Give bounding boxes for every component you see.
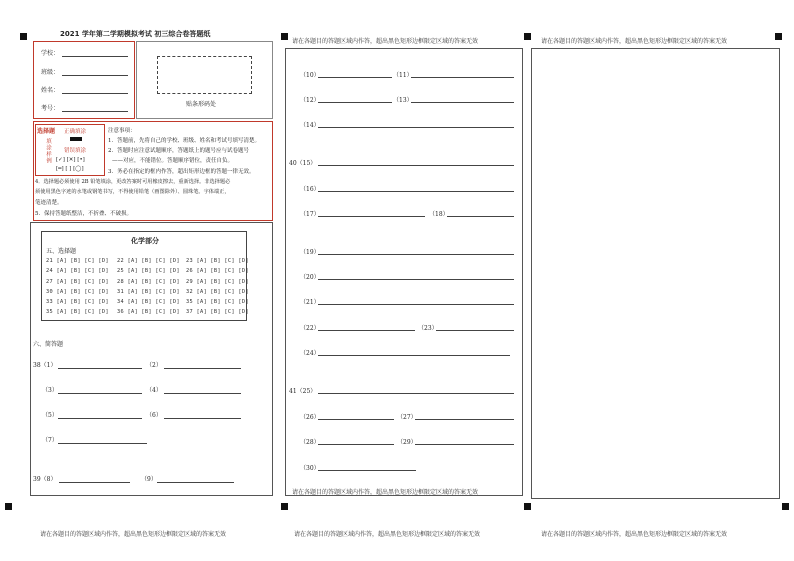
notes-item: 4．选择题必须使用 2B 铅笔填涂，更改答案时可用橡皮擦去，重新选择。非选择题必 xyxy=(35,179,231,185)
barcode-area xyxy=(157,56,252,94)
choice-item[interactable]: 31 [A] [B] [C] [D] xyxy=(117,289,180,295)
notes-item: 3．务必在指定的框内作答，超出矩形边框的答题一律无效。 xyxy=(108,169,255,175)
alignment-mark xyxy=(281,33,288,40)
q14-label: （14） xyxy=(300,122,320,129)
q19-label: （19） xyxy=(300,249,320,256)
q20-label: （20） xyxy=(300,274,320,281)
q27-label: （27） xyxy=(397,414,417,421)
page-title: 2021 学年第二学期模拟考试 初三综合卷答题纸 xyxy=(60,30,211,38)
choice-item[interactable]: 24 [A] [B] [C] [D] xyxy=(46,268,109,274)
q16-answer-line[interactable] xyxy=(318,191,514,192)
q12-answer-line[interactable] xyxy=(318,102,392,103)
notes-item: 须使用黑色字迹的水笔或钢笔书写，不得使用铅笔（画图除外）、圆珠笔。字体端正， xyxy=(35,189,230,195)
wrong-fill-samples-2: [━] [ ] [◯] xyxy=(56,166,84,172)
correct-fill-sample xyxy=(70,137,82,141)
choice-badge: 选择题 xyxy=(37,128,56,135)
notes-item: 1．答题前，先将自己的学校、班级、姓名和考试号填写清楚。 xyxy=(108,138,261,144)
q27-answer-line[interactable] xyxy=(415,419,514,420)
name-label: 姓名： xyxy=(41,87,60,94)
choice-item[interactable]: 23 [A] [B] [C] [D] xyxy=(186,258,249,264)
q38-2-answer-line[interactable] xyxy=(164,368,241,369)
q21-label: （21） xyxy=(300,299,320,306)
q39-9-answer-line[interactable] xyxy=(157,482,234,483)
class-label: 班级： xyxy=(41,69,60,76)
q10-label: （10） xyxy=(300,72,320,79)
q38-6-answer-line[interactable] xyxy=(164,418,241,419)
q30-answer-line[interactable] xyxy=(318,470,416,471)
school-field[interactable] xyxy=(62,56,128,57)
q24-answer-line[interactable] xyxy=(318,355,510,356)
choice-item[interactable]: 35 [A] [B] [C] [D] xyxy=(186,299,249,305)
q41-25-label: 41（25） xyxy=(289,388,317,395)
alignment-mark xyxy=(524,503,531,510)
q38-4-label: （4） xyxy=(146,387,162,394)
barcode-label: 贴条形码处 xyxy=(186,101,217,108)
q24-label: （24） xyxy=(300,350,320,357)
alignment-mark xyxy=(281,503,288,510)
answer-frame-3[interactable] xyxy=(531,48,780,499)
q18-answer-line[interactable] xyxy=(447,216,514,217)
q40-15-label: 40（15） xyxy=(289,160,317,167)
choice-item[interactable]: 26 [A] [B] [C] [D] xyxy=(186,268,249,274)
q38-6-label: （6） xyxy=(146,412,162,419)
fill-example-side-label: 填涂样例 xyxy=(45,138,51,164)
q28-label: （28） xyxy=(300,439,320,446)
q22-answer-line[interactable] xyxy=(318,330,415,331)
q11-label: （11） xyxy=(393,72,413,79)
wrong-fill-samples: [✓] [✕] [•] xyxy=(56,157,85,163)
answer-area-warning: 请在各题目的答题区域内作答，超出黑色矩形边框限定区域的答案无效 xyxy=(541,531,728,538)
notes-item: 5．保持答题纸整洁，不折叠、不破损。 xyxy=(35,211,133,217)
q13-answer-line[interactable] xyxy=(411,102,514,103)
q21-answer-line[interactable] xyxy=(318,304,514,305)
q38-3-answer-line[interactable] xyxy=(58,393,142,394)
notes-title: 注意事项： xyxy=(108,128,136,134)
q22-label: （22） xyxy=(300,325,320,332)
class-field[interactable] xyxy=(62,75,128,76)
q28-answer-line[interactable] xyxy=(318,444,394,445)
q38-5-answer-line[interactable] xyxy=(58,418,142,419)
answer-area-warning: 请在各题目的答题区域内作答，超出黑色矩形边框限定区域的答案无效 xyxy=(541,38,728,45)
q39-8-label: 39（8） xyxy=(33,476,57,483)
q38-4-answer-line[interactable] xyxy=(164,393,241,394)
chemistry-section-title: 化学部分 xyxy=(131,237,159,245)
q11-answer-line[interactable] xyxy=(411,77,514,78)
answer-area-warning: 请在各题目的答题区域内作答，超出黑色矩形边框限定区域的答案无效 xyxy=(292,489,479,496)
choice-item[interactable]: 22 [A] [B] [C] [D] xyxy=(117,258,180,264)
choice-item[interactable]: 35 [A] [B] [C] [D] xyxy=(46,309,109,315)
q14-answer-line[interactable] xyxy=(318,127,514,128)
q29-answer-line[interactable] xyxy=(415,444,514,445)
alignment-mark xyxy=(782,503,789,510)
notes-item: 2．答题时应注意试题顺序，答题纸上的题号应与试卷题号 xyxy=(108,148,250,154)
q19-answer-line[interactable] xyxy=(318,254,514,255)
q17-answer-line[interactable] xyxy=(318,216,425,217)
alignment-mark xyxy=(20,33,27,40)
choice-item[interactable]: 28 [A] [B] [C] [D] xyxy=(117,279,180,285)
q30-label: （30） xyxy=(300,465,320,472)
q38-2-label: （2） xyxy=(146,362,162,369)
q12-label: （12） xyxy=(300,97,320,104)
q17-label: （17） xyxy=(300,211,320,218)
notes-item: 笔迹清楚。 xyxy=(35,200,63,206)
q15-answer-line[interactable] xyxy=(318,165,514,166)
choice-heading: 五、选择题 xyxy=(46,248,77,255)
q18-label: （18） xyxy=(429,211,449,218)
q39-9-label: （9） xyxy=(141,476,157,483)
short-answer-heading: 六、简答题 xyxy=(33,341,64,348)
answer-area-warning: 请在各题目的答题区域内作答，超出黑色矩形边框限定区域的答案无效 xyxy=(40,531,227,538)
q38-1-answer-line[interactable] xyxy=(58,368,142,369)
alignment-mark xyxy=(524,33,531,40)
choice-item[interactable]: 33 [A] [B] [C] [D] xyxy=(46,299,109,305)
exam-no-label: 考号： xyxy=(41,105,60,112)
q20-answer-line[interactable] xyxy=(318,279,514,280)
alignment-mark xyxy=(775,33,782,40)
q25-answer-line[interactable] xyxy=(318,393,514,394)
q38-5-label: （5） xyxy=(42,412,58,419)
choice-item[interactable]: 30 [A] [B] [C] [D] xyxy=(46,289,109,295)
choice-item[interactable]: 27 [A] [B] [C] [D] xyxy=(46,279,109,285)
answer-area-warning: 请在各题目的答题区域内作答，超出黑色矩形边框限定区域的答案无效 xyxy=(294,531,481,538)
name-field[interactable] xyxy=(62,93,128,94)
alignment-mark xyxy=(5,503,12,510)
wrong-fill-label: 错误填涂 xyxy=(64,148,87,154)
choice-item[interactable]: 36 [A] [B] [C] [D] xyxy=(117,309,180,315)
q26-answer-line[interactable] xyxy=(318,419,394,420)
choice-item[interactable]: 37 [A] [B] [C] [D] xyxy=(186,309,249,315)
exam-no-field[interactable] xyxy=(62,111,128,112)
q38-3-label: （3） xyxy=(42,387,58,394)
choice-item[interactable]: 32 [A] [B] [C] [D] xyxy=(186,289,249,295)
school-label: 学校： xyxy=(41,50,60,57)
choice-item[interactable]: 34 [A] [B] [C] [D] xyxy=(117,299,180,305)
choice-item[interactable]: 25 [A] [B] [C] [D] xyxy=(117,268,180,274)
q23-label: （23） xyxy=(418,325,438,332)
q38-7-answer-line[interactable] xyxy=(58,443,147,444)
notes-item: ——对应，不能错位。答题顺序错位，责任自负。 xyxy=(112,158,234,164)
q38-1-label: 38（1） xyxy=(33,362,57,369)
q16-label: （16） xyxy=(300,186,320,193)
q29-label: （29） xyxy=(397,439,417,446)
q38-7-label: （7） xyxy=(42,437,58,444)
choice-item[interactable]: 29 [A] [B] [C] [D] xyxy=(186,279,249,285)
q10-answer-line[interactable] xyxy=(318,77,392,78)
q23-answer-line[interactable] xyxy=(436,330,514,331)
answer-frame-2 xyxy=(285,48,523,496)
q13-label: （13） xyxy=(393,97,413,104)
choice-item[interactable]: 21 [A] [B] [C] [D] xyxy=(46,258,109,264)
q39-8-answer-line[interactable] xyxy=(59,482,130,483)
q26-label: （26） xyxy=(300,414,320,421)
answer-area-warning: 请在各题目的答题区域内作答，超出黑色矩形边框限定区域的答案无效 xyxy=(292,38,479,45)
correct-fill-label: 正确填涂 xyxy=(64,129,87,135)
